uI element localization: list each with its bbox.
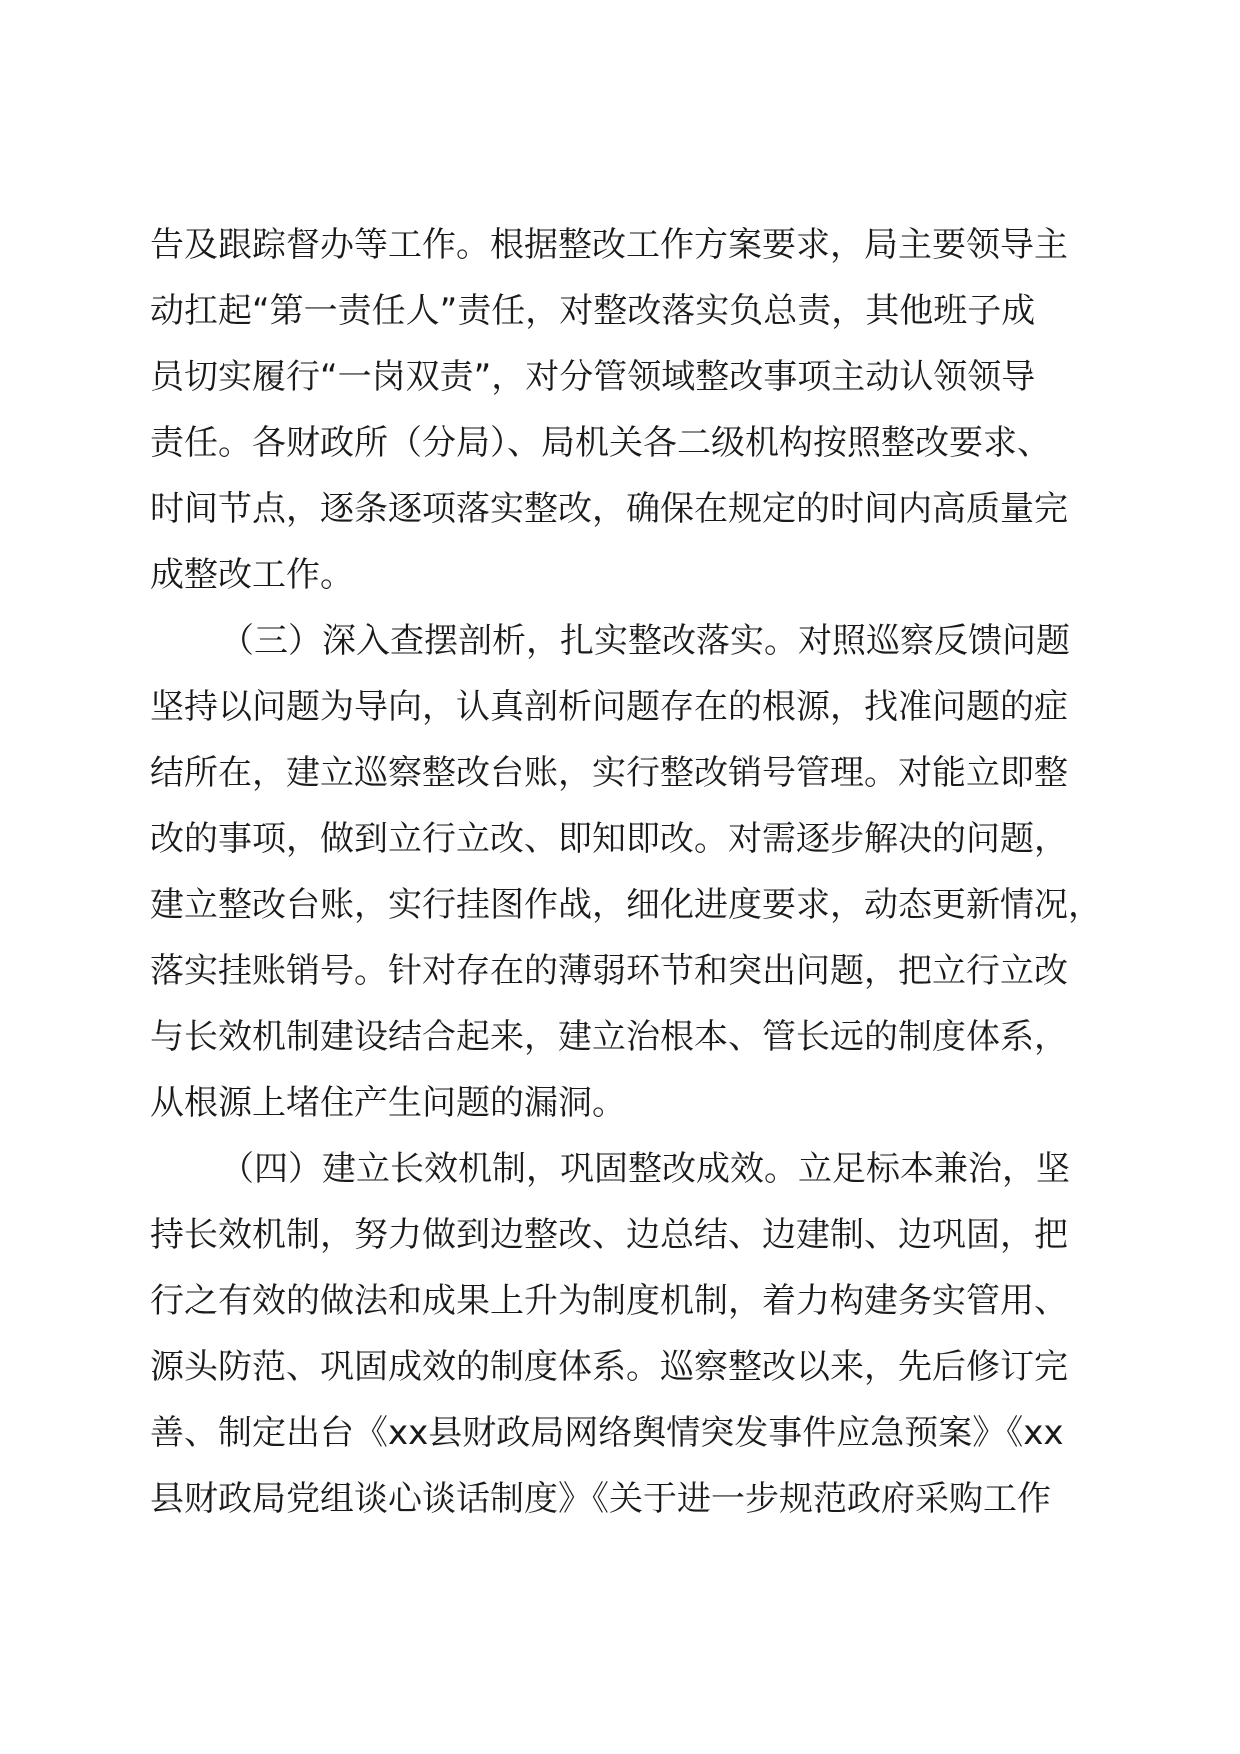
text-line: 责任。各财政所（分局）、局机关各二级机构按照整改要求、: [150, 423, 1051, 463]
text-line: 改的事项，做到立行立改、即知即改。对需逐步解决的问题，: [150, 819, 1068, 859]
text-line: 与长效机制建设结合起来，建立治根本、管长远的制度体系，: [150, 1017, 1068, 1057]
text-line: 结所在，建立巡察整改台账，实行整改销号管理。对能立即整: [150, 753, 1068, 793]
text-line: 动扛起“第一责任人”责任，对整改落实负总责，其他班子成: [150, 291, 1036, 331]
paragraph-section-4: [150, 1136, 1090, 1532]
text-line: 建立整改台账，实行挂图作战，细化进度要求，动态更新情况，: [150, 885, 1102, 925]
text-line: 善、制定出台《xx县财政局网络舆情突发事件应急预案》《xx: [150, 1413, 1064, 1453]
text-line: 源头防范、巩固成效的制度体系。巡察整改以来，先后修订完: [150, 1347, 1068, 1387]
text-line: 从根源上堵住产生问题的漏洞。: [150, 1083, 626, 1123]
text-line: 成整改工作。: [150, 555, 354, 595]
text-line: 时间节点，逐条逐项落实整改，确保在规定的时间内高质量完: [150, 489, 1068, 529]
paragraph-continuation: [150, 212, 1090, 608]
text-line: 持长效机制，努力做到边整改、边总结、边建制、边巩固，把: [150, 1215, 1068, 1255]
paragraph-section-3: [150, 608, 1102, 1136]
text-line: 县财政局党组谈心谈话制度》《关于进一步规范政府采购工作: [150, 1479, 1051, 1519]
document-body: [150, 212, 1102, 1532]
section-heading-line: （四）建立长效机制，巩固整改成效。立足标本兼治，坚: [220, 1149, 1070, 1189]
text-line: 员切实履行“一岗双责”，对分管领域整改事项主动认领领导: [150, 357, 1036, 397]
text-line: 落实挂账销号。针对存在的薄弱环节和突出问题，把立行立改: [150, 951, 1068, 991]
text-line: 告及跟踪督办等工作。根据整改工作方案要求，局主要领导主: [150, 225, 1068, 265]
text-line: 行之有效的做法和成果上升为制度机制，着力构建务实管用、: [150, 1281, 1068, 1321]
section-heading-line: （三）深入查摆剖析，扎实整改落实。对照巡察反馈问题: [220, 621, 1070, 661]
text-line: 坚持以问题为导向，认真剖析问题存在的根源，找准问题的症: [150, 687, 1068, 727]
